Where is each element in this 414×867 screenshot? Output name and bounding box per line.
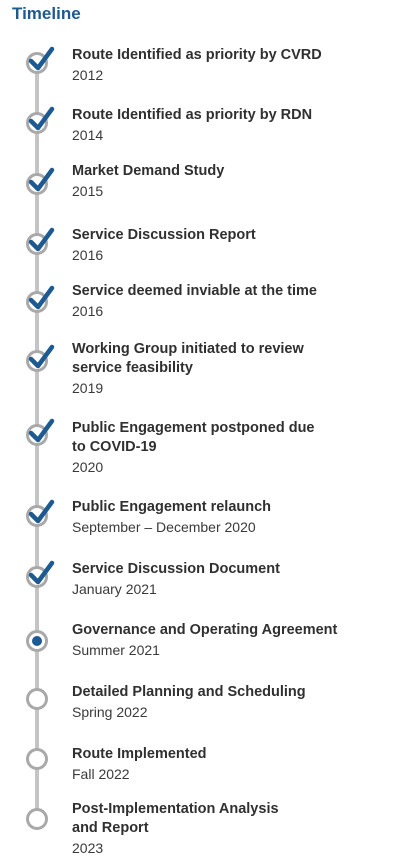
timeline-item-date: 2012 xyxy=(72,67,104,83)
timeline-item xyxy=(72,282,392,321)
timeline-item-title: Service deemed inviable at the time xyxy=(72,283,317,299)
timeline-item-date: January 2021 xyxy=(72,581,157,597)
empty-circle-icon xyxy=(26,748,48,770)
timeline-item-date: 2015 xyxy=(72,183,104,199)
check-icon xyxy=(26,52,48,74)
check-icon xyxy=(26,424,48,446)
timeline-item-title: Public Engagement postponed due to COVID-19 xyxy=(72,420,315,455)
timeline-item-date: 2023 xyxy=(72,840,104,856)
current-dot-icon xyxy=(26,630,48,652)
timeline-item xyxy=(72,419,392,477)
timeline-item xyxy=(72,106,392,145)
timeline-item xyxy=(72,800,392,858)
timeline-item xyxy=(72,162,392,201)
check-icon xyxy=(26,350,48,372)
timeline-item xyxy=(72,226,392,265)
timeline-item-date: Fall 2022 xyxy=(72,766,130,782)
timeline-item xyxy=(72,560,392,599)
timeline-item-date: 2016 xyxy=(72,303,104,319)
timeline-item-title: Public Engagement relaunch xyxy=(72,499,272,515)
check-icon xyxy=(26,505,48,527)
check-icon xyxy=(26,291,48,313)
timeline-item-date: Spring 2022 xyxy=(72,704,148,720)
timeline-item-date: 2016 xyxy=(72,247,104,263)
timeline-item-date: Summer 2021 xyxy=(72,642,160,658)
empty-circle-icon xyxy=(26,808,48,830)
timeline-item xyxy=(72,621,392,660)
timeline-item xyxy=(72,340,392,398)
timeline-item-title: Service Discussion Document xyxy=(72,561,280,577)
timeline-item xyxy=(72,683,392,722)
timeline-item-title: Post-Implementation Analysis and Report xyxy=(72,801,279,836)
check-icon xyxy=(26,233,48,255)
timeline-item xyxy=(72,498,392,537)
timeline-item-title: Governance and Operating Agreement xyxy=(72,622,338,638)
timeline-item-date: 2020 xyxy=(72,459,104,475)
timeline-item-title: Detailed Planning and Scheduling xyxy=(72,684,306,700)
timeline-item-title: Route Identified as priority by RDN xyxy=(72,107,313,123)
timeline-item-title: Working Group initiated to review service feasibility xyxy=(72,341,304,376)
timeline-item-date: 2019 xyxy=(72,380,104,396)
timeline-item xyxy=(72,745,392,784)
timeline-title: Timeline xyxy=(12,4,81,23)
timeline-item-date: 2014 xyxy=(72,127,104,143)
empty-circle-icon xyxy=(26,688,48,710)
timeline-item-title: Market Demand Study xyxy=(72,163,225,179)
check-icon xyxy=(26,173,48,195)
timeline-item xyxy=(72,46,392,85)
check-icon xyxy=(26,112,48,134)
timeline-item-title: Route Implemented xyxy=(72,746,207,762)
timeline-item-title: Route Identified as priority by CVRD xyxy=(72,47,322,63)
check-icon xyxy=(26,566,48,588)
timeline-item-date: September – December 2020 xyxy=(72,519,256,535)
timeline-item-title: Service Discussion Report xyxy=(72,227,256,243)
